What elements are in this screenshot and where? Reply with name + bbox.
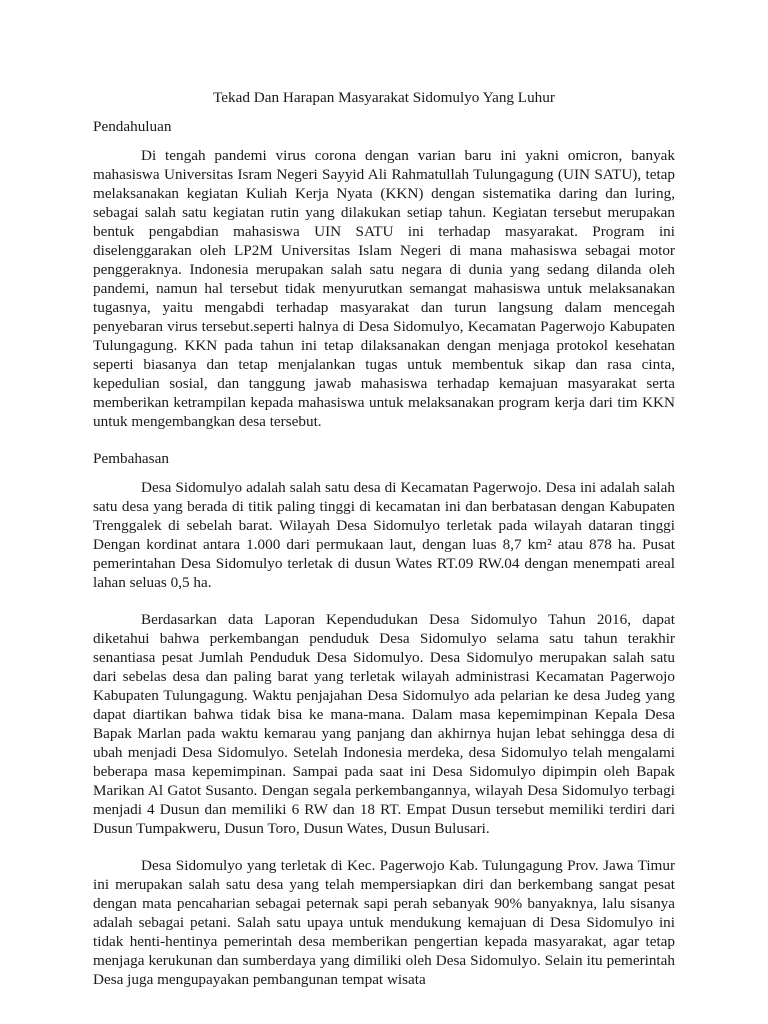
paragraph: Berdasarkan data Laporan Kependudukan Desa Sidomulyo Tahun 2016, dapat diketahui bahwa perkembangan penduduk Desa Sidomulyo selama satu tahun terakhir senantiasa pesat Jumlah Penduduk Desa Sidomulyo. Desa Sidomulyo merupakan salah satu dari sebelas desa dan paling barat yang terletak wilayah administrasi Kecamatan Pagerwojo Kabupaten Tulungagung. Waktu penjajahan Desa Sidomulyo ada pelarian ke desa Judeg yang dapat diartikan bahwa tidak bisa ke mana-mana. Dalam masa kepemimpinan Kepala Desa Bapak Marlan pada waktu kemarau yang panjang dan akhirnya hujan lebat sehingga desa di ubah menjadi Desa Sidomulyo. Setelah Indonesia merdeka, desa Sidomulyo telah mengalami beberapa masa kepemimpinan. Sampai pada saat ini Desa Sidomulyo dipimpin oleh Bapak Marikan Al Gatot Susanto. Dengan segala perkembangannya, wilayah Desa Sidomulyo terbagi menjadi 4 Dusun dan memiliki 6 RW dan 18 RT. Empat Dusun tersebut memiliki terdiri dari Dusun Tumpakweru, Dusun Toro, Dusun Wates, Dusun Bulusari. [93, 611, 675, 837]
section-pembahasan [93, 449, 675, 989]
section-heading: Pembahasan [93, 450, 169, 467]
paragraph: Desa Sidomulyo yang terletak di Kec. Pagerwojo Kab. Tulungagung Prov. Jawa Timur ini merupakan salah satu desa yang telah mempersiapkan diri dan berkembang sangat pesat dengan mata pencaharian sebagai peternak sapi perah sebanyak 90% banyaknya, lalu sisanya adalah sebagai petani. Salah satu upaya untuk mendukung kemajuan di Desa Sidomulyo ini tidak henti-hentinya pemerintah desa memberikan pengertian kepada masyarakat, agar tetap menjaga kerukunan dan sumberdaya yang dimiliki oleh Desa Sidomulyo. Selain itu pemerintah Desa juga mengupayakan pembangunan tempat wisata [93, 857, 675, 988]
paragraph: Desa Sidomulyo adalah salah satu desa di Kecamatan Pagerwojo. Desa ini adalah salah satu desa yang berada di titik paling tinggi di kecamatan ini dan berbatasan dengan Kabupaten Trenggalek di sebelah barat. Wilayah Desa Sidomulyo terletak pada wilayah dataran tinggi Dengan kordinat antara 1.000 dari permukaan laut, dengan luas 8,7 km² atau 878 ha. Pusat pemerintahan Desa Sidomulyo terletak di dusun Wates RT.09 RW.04 dengan menempati areal lahan seluas 0,5 ha. [93, 479, 675, 591]
section-heading: Pendahuluan [93, 118, 172, 135]
document-title: Tekad Dan Harapan Masyarakat Sidomulyo Yang Luhur [213, 89, 555, 106]
paragraph: Di tengah pandemi virus corona dengan varian baru ini yakni omicron, banyak mahasiswa Universitas Isram Negeri Sayyid Ali Rahmatullah Tulungagung (UIN SATU), tetap melaksanakan kegiatan Kuliah Kerja Nyata (KKN) dengan sistematika daring dan luring, sebagai salah satu kegiatan rutin yang dilakukan setiap tahun. Kegiatan tersebut merupakan bentuk pengabdian mahasiswa UIN SATU ini terhadap masyarakat. Program ini diselenggarakan oleh LP2M Universitas Islam Negeri di mana mahasiswa sebagai motor penggeraknya. Indonesia merupakan salah satu negara di dunia yang sedang dilanda oleh pandemi, namun hal tersebut tidak menyurutkan semangat mahasiswa untuk melaksanakan tugasnya, yaitu mengabdi terhadap masyarakat dan turun langsung dalam mencegah penyebaran virus tersebut.seperti halnya di Desa Sidomulyo, Kecamatan Pagerwojo Kabupaten Tulungagung. KKN pada tahun ini tetap dilaksanakan dengan menjaga protokol kesehatan seperti biasanya dan tetap menjalankan tugas untuk membentuk sikap dan rasa cinta, kepedulian sosial, dan tanggung jawab mahasiswa terhadap kemajuan masyarakat serta memberikan ketrampilan kepada mahasiswa untuk melaksanakan program kerja dari tim KKN untuk mengembangkan desa tersebut. [93, 147, 675, 430]
section-pendahuluan [93, 117, 675, 431]
document-page [93, 88, 675, 989]
